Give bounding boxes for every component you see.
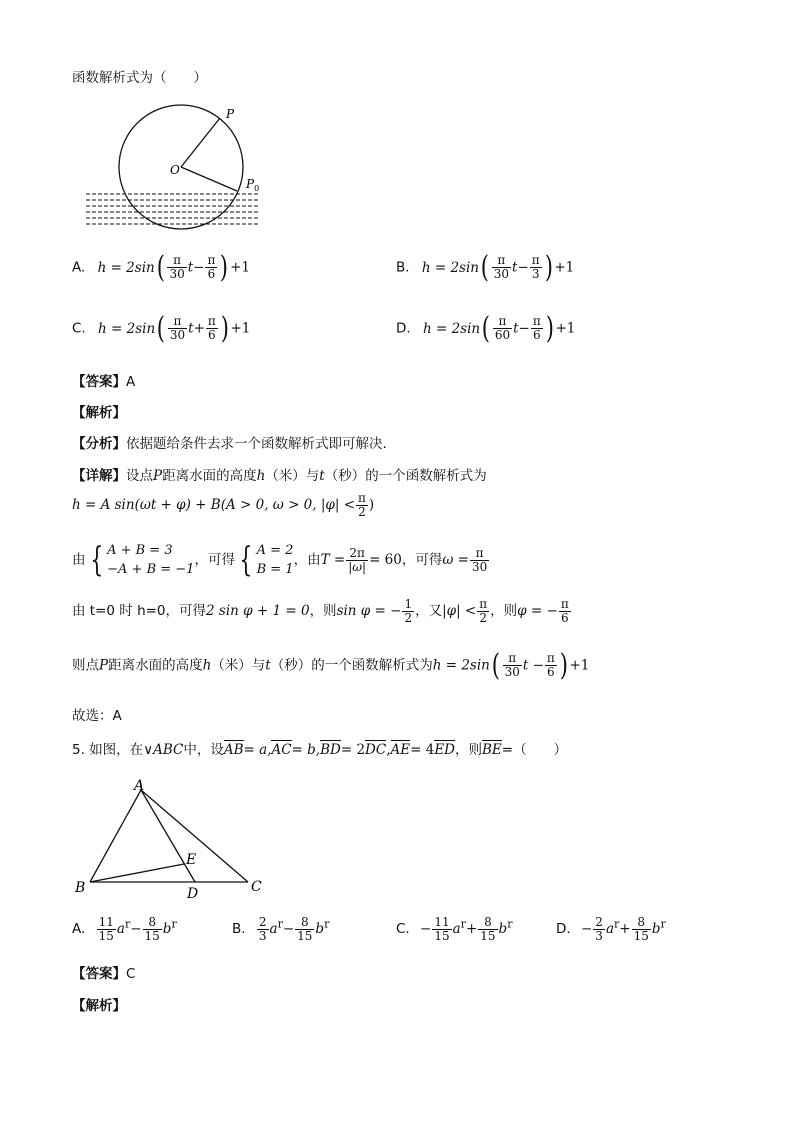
q4-option-b[interactable]: B. h = 2sin( $\frac{\pi}{30}$ t− $\frac{\pi}{3}$ ) +1 — [396, 250, 575, 285]
radius-op0 — [181, 167, 237, 191]
q5-option-b[interactable]: B. $\frac{2}{3}$ $a^r-$ $\frac{8}{15}$ $b^r$ — [232, 915, 330, 943]
q4-xiangjie: 【详解】设点P距离水面的高度h（米）与t（秒）的一个函数解析式为 — [72, 468, 487, 484]
q4-waterwheel-figure — [80, 96, 280, 236]
q4-phase-line: 由 t=0 时 h=0，可得2 sin φ + 1 = 0，则sin φ = − $\frac{1}{2}$ ，又|φ| < $\frac{\pi}{2}$ ，则φ = − $\frac{\pi}{6}$ — [72, 597, 569, 625]
label-P0: $P_0$ — [246, 177, 260, 193]
label-O: O — [170, 163, 180, 177]
q5-triangle-figure — [70, 776, 280, 906]
q4-general-formula: h = A sin(ωt + φ) + B(A > 0, ω > 0, |φ| < $\frac{\pi}{2}$ ) — [72, 491, 375, 519]
q4-option-d[interactable]: D. h = 2sin( $\frac{\pi}{60}$ t− $\frac{\pi}{6}$ ) +1 — [396, 311, 576, 346]
radius-op — [181, 118, 220, 167]
q4-option-c[interactable]: C. h = 2sin( $\frac{\pi}{30}$ t+ $\frac{\pi}{6}$ ) +1 — [72, 311, 251, 346]
side-ab — [90, 790, 141, 882]
q4-final-line: 则点P距离水面的高度h（米）与t（秒）的一个函数解析式为h = 2sin( $\frac{\pi}{30}$ t − $\frac{\pi}{6}$ ) +1 — [72, 648, 590, 683]
q4-fenxi: 【分析】依据题给条件去求一个函数解析式即可解决. — [72, 436, 387, 452]
q4-answer: 【答案】A — [72, 374, 136, 390]
q4-system-line: 由 { A + B = 3 −A + B = −1 ，可得 { A = 2 B = 1 ，由T = $\frac{2\pi}{|\omega|}$ = 60，可得ω = $\frac{\pi}{30}$ — [72, 540, 488, 580]
q4-stem-tail: 函数解析式为（ ） — [72, 70, 207, 86]
segment-be — [90, 864, 184, 882]
q5-stem: 5. 如图，在∨ABC中，设AB= a,AC= b,BD= 2DC,AE= 4ED，则BE=（ ） — [72, 742, 568, 758]
q5-analysis-tag: 【解析】 — [72, 998, 126, 1014]
q5-option-c[interactable]: C. − $\frac{11}{15}$ $a^r+$ $\frac{8}{15}$ $b^r$ — [396, 915, 513, 943]
label-P: P — [226, 107, 235, 121]
label-E: E — [186, 852, 197, 868]
side-ac — [141, 790, 248, 882]
q5-option-a[interactable]: A. $\frac{11}{15}$ $a^r-$ $\frac{8}{15}$ $b^r$ — [72, 915, 177, 943]
label-B: B — [75, 880, 86, 896]
label-C: C — [251, 879, 262, 895]
label-D: D — [187, 886, 199, 902]
label-A: A — [134, 778, 145, 794]
q4-guxuan: 故选：A — [72, 708, 122, 724]
q5-option-d[interactable]: D. − $\frac{2}{3}$ $a^r+$ $\frac{8}{15}$ $b^r$ — [556, 915, 666, 943]
segment-ad — [141, 790, 195, 882]
q4-analysis-tag: 【解析】 — [72, 405, 126, 421]
q5-answer: 【答案】C — [72, 966, 136, 982]
q4-option-a[interactable]: A. h = 2sin( $\frac{\pi}{30}$ t− $\frac{\pi}{6}$ ) +1 — [72, 250, 250, 285]
